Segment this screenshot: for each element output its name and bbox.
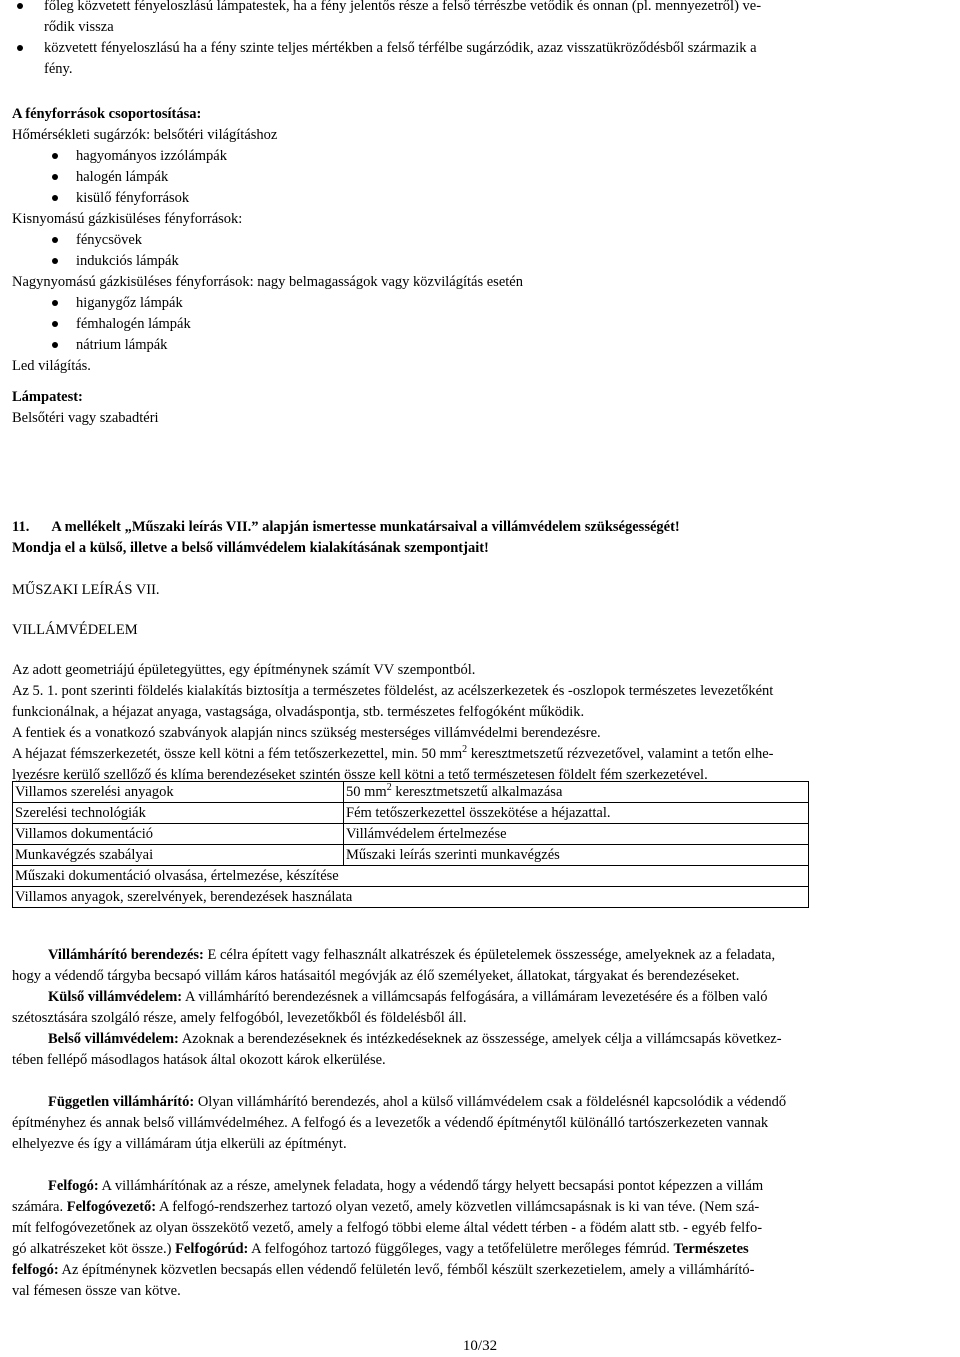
bullet-line: közvetett fényeloszlású ha a fény szinte teljes mértékben a felső térfélbe sugárzódik, azaz visszatükröződésből származik a bbox=[44, 40, 757, 56]
list-item: nátrium lámpák bbox=[12, 335, 523, 356]
bullet-line: rődik vissza bbox=[44, 19, 114, 35]
task-block bbox=[12, 517, 942, 559]
bullet-line: fény. bbox=[44, 61, 73, 77]
paragraph: lyezésre kerülő szellőző és klíma berendezéseket szintén össze kell kötni a tető természetesen földelt fém szerkezetével. bbox=[12, 767, 708, 783]
summary-table-wrapper bbox=[12, 781, 809, 908]
list-item bbox=[12, 38, 952, 80]
table-cell: Villamos anyagok, szerelvények, berendezések használata bbox=[13, 887, 809, 908]
list-item: kisülő fényforrások bbox=[12, 188, 523, 209]
definition-air-termination: Felfogó: A villámhárítónak az a része, amelynek feladata, hogy a védendő tárgy helyett becsapási pontot képezzen a villám számára. Felfogóvezető: A felfogó-rendszerhez tartozó olyan vezető, amely közvetlen villámcsapásnak is ki van téve. (Nem szá- mít felfogóvezetőnek az olyan összekötő vezető, amely a felfogó többi eleme által védett térben - a födém alatt stb. - egyéb felfo- gó alkatrészeket köt össze.) Felfogórúd: A felfogóhoz tartozó függőleges, vagy a tetőfelületre merőleges fémrúd. Természetes felfogó: Az építménynek közvetlen becsapás ellen védendő felületén levő, fémből készült szerkezetielem, amely a villámhárító- val fémesen össze van kötve. bbox=[12, 1178, 764, 1299]
list-item: halogén lámpák bbox=[12, 167, 523, 188]
table-row bbox=[13, 824, 809, 845]
summary-table bbox=[12, 781, 809, 908]
list-item bbox=[12, 0, 952, 38]
task-text: Mondja el a külső, illetve a belső villámvédelem kialakításának szempontjait! bbox=[12, 540, 489, 556]
group-label: Nagynyomású gázkisüléses fényforrások: nagy belmagasságok vagy közvilágítás esetén bbox=[12, 274, 523, 290]
group-label: Kisnyomású gázkisüléses fényforrások: bbox=[12, 211, 243, 227]
table-cell: Villámvédelem értelmezése bbox=[344, 824, 809, 845]
doc-subtitle: VILLÁMVÉDELEM bbox=[12, 622, 138, 638]
table-cell: Műszaki leírás szerinti munkavégzés bbox=[344, 845, 809, 866]
definition-independent: Független villámhárító: Olyan villámhárító berendezés, ahol a külső villámvédelem csak a földelésnél kapcsolódik a védendő építményhez és annak belső villámvédelméhez. A felfogó és a levezetők a védendő építménytől különálló tartószerkezeten vannak elhelyezve és így a villámáram útja elkerüli az építményt. bbox=[12, 1094, 787, 1152]
definition-lightning-protection: Villámhárító berendezés: E célra épített vagy felhasznált alkatrészek és épületelemek összessége, amelyeknek az a feladata, hogy a védendő tárgyba becsapó villám káros hatásaitól megóvják az élő személyeket, állatokat, tárgyakat és berendezéseket. bbox=[12, 947, 776, 984]
group-label: Led világítás. bbox=[12, 358, 91, 374]
bullet-line: főleg közvetett fényeloszlású lámpatestek, ha a fény jelentős része a felső térrészbe vetődik és onnan (pl. mennyezetről) ve- bbox=[44, 0, 762, 14]
list-item: indukciós lámpák bbox=[12, 251, 523, 272]
paragraph: Belsőtéri vagy szabadtéri bbox=[12, 410, 159, 426]
paragraph: funkcionálnak, a héjazat anyaga, vastagsága, olvadáspontja, stb. természetes felfogóként működik. bbox=[12, 704, 585, 720]
table-cell: Szerelési technológiák bbox=[13, 803, 344, 824]
top-bullet-list bbox=[12, 0, 952, 80]
paragraph: A fentiek és a vonatkozó szabványok alapján nincs szükség mesterséges villámvédelmi berendezésre. bbox=[12, 725, 601, 741]
table-row bbox=[13, 887, 809, 908]
table-cell: 50 $mm^2$ keresztmetszetű alkalmazása bbox=[344, 782, 809, 803]
page-number: 10/32 bbox=[462, 1338, 498, 1354]
doc-body bbox=[12, 660, 952, 786]
section-heading: A fényforrások csoportosítása: bbox=[12, 106, 202, 122]
task-number: 11. bbox=[12, 519, 30, 535]
table-cell: Munkavégzés szabályai bbox=[13, 845, 344, 866]
definition-external-protection: Külső villámvédelem: A villámhárító berendezésnek a villámcsapás felfogására, a villámáram levezetésére és a fölben való szétosztására szolgáló része, amely felfogóból, levezetőkből és földelésből áll. bbox=[12, 989, 768, 1026]
definitions bbox=[12, 945, 952, 1302]
definition-internal-protection: Belső villámvédelem: Azoknak a berendezéseknek és intézkedéseknek az összessége, amelyek célja a villámcsapás következ- tében fellépő másodlagos hatások által okozott károk elkerülése. bbox=[12, 1031, 782, 1068]
table-row bbox=[13, 782, 809, 803]
table-row bbox=[13, 845, 809, 866]
list-item: hagyományos izzólámpák bbox=[12, 146, 523, 167]
paragraph: Az 5. 1. pont szerinti földelés kialakítás biztosítja a természetes földelést, az acélszerkezetek és -oszlopok természetes levezetőként bbox=[12, 683, 774, 699]
light-source-groups bbox=[12, 104, 523, 429]
table-cell: Műszaki dokumentáció olvasása, értelmezése, készítése bbox=[13, 866, 809, 887]
task-line bbox=[12, 517, 942, 538]
table-row bbox=[13, 803, 809, 824]
paragraph: Az adott geometriájú épületegyüttes, egy építménynek számít VV szempontból. bbox=[12, 662, 476, 678]
section-heading: Lámpatest: bbox=[12, 389, 83, 405]
doc-title: MŰSZAKI LEÍRÁS VII. bbox=[12, 582, 160, 598]
table-cell: Villamos szerelési anyagok bbox=[13, 782, 344, 803]
list-item: fémhalogén lámpák bbox=[12, 314, 523, 335]
table-row bbox=[13, 866, 809, 887]
group-label: Hőmérsékleti sugárzók: belsőtéri világításhoz bbox=[12, 127, 278, 143]
task-text: A mellékelt „Műszaki leírás VII.” alapján ismertesse munkatársaival a villámvédelem szükségességét! bbox=[51, 519, 680, 535]
list-item: higanygőz lámpák bbox=[12, 293, 523, 314]
table-cell: Villamos dokumentáció bbox=[13, 824, 344, 845]
table-cell: Fém tetőszerkezettel összekötése a héjazattal. bbox=[344, 803, 809, 824]
list-item: fénycsövek bbox=[12, 230, 523, 251]
paragraph: A héjazat fémszerkezetét, össze kell kötni a fém tetőszerkezettel, min. 50 $mm^2$ keresztmetszetű rézvezetővel, valamint a tetőn elhe- bbox=[12, 744, 774, 762]
